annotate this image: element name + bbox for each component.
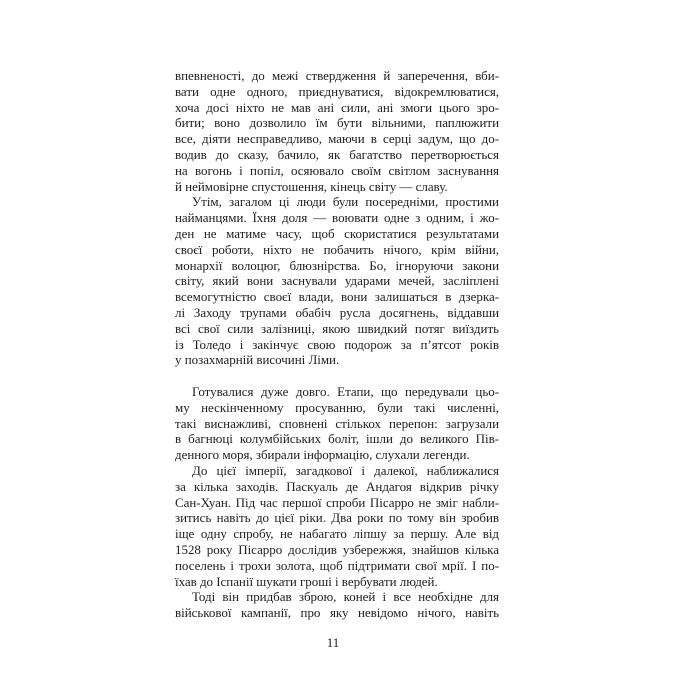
- text-line: денного моря, збирали інформацію, слухали легенди.: [175, 447, 470, 463]
- text-line: найманцями. Їхня доля — воювати одне з одним, і жо-: [175, 210, 499, 226]
- text-line: впевненості, до межі ствердження й заперечення, вби-: [175, 68, 499, 83]
- text-line: Сан-Хуан. Під час першої спроби Пісарро не зміг набли-: [175, 494, 499, 510]
- text-line: в багнюці колумбійських боліт, ішли до великого Пів-: [175, 431, 499, 447]
- text-line: все, діяти несправедливо, маючи в серці задум, що до-: [175, 131, 499, 147]
- text-line: монархії волоцюг, блюзнірства. Бо, ігноруючи закони: [175, 257, 499, 273]
- text-line: зитись навіть до цієї ріки. Два роки по тому він зробив: [175, 510, 499, 526]
- text-line: Готувалися дуже довго. Етапи, що передували цьо-: [192, 383, 499, 399]
- text-line: До цієї імперії, загадкової і далекої, наближалися: [192, 462, 499, 478]
- text-line: Утім, загалом ці люди були посередніми, простими: [192, 194, 499, 210]
- paragraph-4: [175, 463, 499, 589]
- text-line: із Толедо і закінчує свою подорож за п’ятсот років: [175, 336, 499, 352]
- text-line: за кілька заходів. Паскуаль де Андагоя відкрив річку: [175, 478, 499, 494]
- text-line: 1528 року Пісарро дослідив узбережжя, знайшов кілька: [175, 541, 499, 557]
- text-line: лі Заходу трупами обабіч русла досягнень, віддавши: [175, 304, 499, 320]
- text-line: у позахмарній височині Ліми.: [175, 352, 340, 368]
- page-number: 11: [326, 635, 340, 650]
- text-line: вати одне одного, приєднуватися, відокремлюватися,: [175, 83, 499, 99]
- text-line: всі свої сили залізниці, якою швидкий потяг виїздить: [175, 320, 499, 336]
- text-line: військової кампанії, про яку невідомо нічого, навіть: [175, 605, 499, 621]
- text-line: хоча досі ніхто не мав ані сили, ані змоги цього зро-: [175, 99, 499, 115]
- text-line: світу, який вони заснували ударами мечей, засліплені: [175, 273, 499, 289]
- text-line: ден не матиме часу, щоб скористатися результатами: [175, 225, 499, 241]
- text-line: такі виснажливі, сповнені стількох перепон: загрузали: [175, 415, 499, 431]
- text-line: на вогонь і попіл, осяювало своїм світлом заснування: [175, 162, 499, 178]
- text-line: всемогутністю своєї влади, вони залишаться в дзерка-: [175, 289, 499, 305]
- paragraph-1: [175, 68, 499, 194]
- text-line: бити; воно дозволило їм бути вільними, паплюжити: [175, 115, 499, 131]
- text-line: поселень і трохи золота, щоб підтримати свої мрії. І по-: [175, 557, 499, 573]
- text-line: їхав до Іспанії шукати гроші і вербувати людей.: [175, 573, 438, 589]
- paragraph-3: [175, 384, 499, 463]
- paragraph-5: [175, 589, 499, 621]
- text-line: й неймовірне спустошення, кінець світу — славу.: [175, 178, 448, 194]
- text-line: іще одну спробу, не набагато ліпшу за першу. Але від: [175, 526, 499, 542]
- section-break: [175, 368, 499, 384]
- text-line: водив до сказу, бачило, як багатство перетворюється: [175, 146, 499, 162]
- text-line: Тоді він придбав зброю, коней і все необхідне для: [192, 589, 499, 605]
- paragraph-2: [175, 194, 499, 368]
- text-line: му нескінченному просуванню, були такі численні,: [175, 399, 499, 415]
- body-text: [175, 68, 499, 621]
- text-line: своєї роботи, ніхто не побачить нічого, крім війни,: [175, 241, 499, 257]
